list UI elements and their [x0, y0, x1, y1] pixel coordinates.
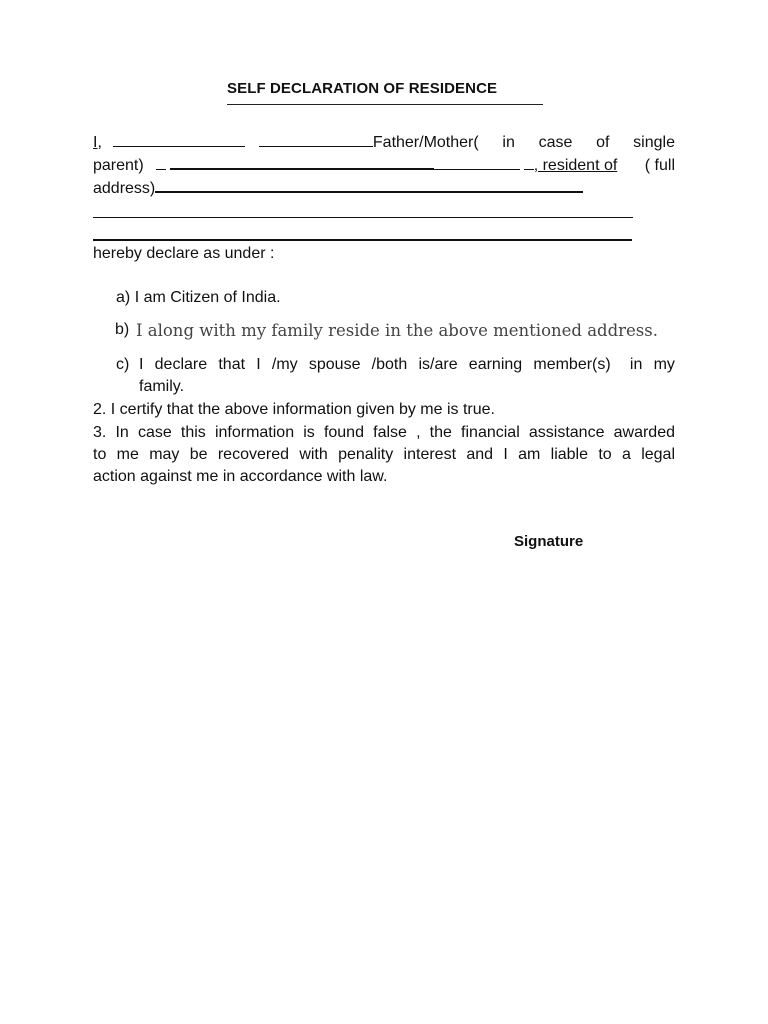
intro-i-label: I, [93, 134, 102, 151]
intro-word-case: case [538, 134, 573, 151]
point-3-line-1: 3. In case this information is found false , the financial assistance awarded [93, 424, 675, 441]
address-label: address) [93, 180, 156, 197]
item-c-word: that [218, 356, 246, 373]
intro-word-of: of [596, 134, 610, 151]
parent-blank-extra[interactable] [434, 155, 520, 170]
item-a [116, 287, 281, 309]
signature-label: Signature [514, 533, 584, 550]
item-c-line-2: family. [139, 378, 185, 395]
point-2: 2. I certify that the above information given by me is true. [93, 401, 495, 418]
name-blank-2[interactable] [259, 132, 373, 147]
address-blank-1[interactable] [155, 177, 583, 193]
item-c-word: my [653, 356, 675, 373]
item-c-word: I [256, 356, 261, 373]
intro-line-3 [93, 177, 675, 200]
intro-line-1 [93, 132, 675, 154]
item-c-word: in [629, 356, 643, 373]
page-title: SELF DECLARATION OF RESIDENCE [227, 80, 498, 97]
resident-of-label: , resident of [533, 157, 618, 174]
item-a-text: I am Citizen of India. [134, 289, 281, 306]
item-c-marker: c) [116, 356, 130, 373]
parent-blank-tail[interactable] [524, 155, 534, 170]
item-c-word: I [139, 356, 144, 373]
point-3-line-2: to me may be recovered with penality interest and I am liable to a legal [93, 446, 675, 463]
declare-text: hereby declare as under : [93, 245, 275, 262]
intro-word-single: single [633, 134, 675, 151]
item-c-word: /my [271, 356, 298, 373]
name-blank-1[interactable] [113, 132, 245, 147]
address-blank-3[interactable] [93, 239, 632, 241]
item-c-word: member(s) [533, 356, 611, 373]
intro-word-in: in [502, 134, 515, 151]
parent-label: parent) [93, 157, 144, 174]
item-c-word: earning [468, 356, 523, 373]
point-3-line-3: action against me in accordance with law. [93, 468, 388, 485]
item-c-word: is/are [418, 356, 458, 373]
item-c-word: spouse [308, 356, 361, 373]
title-underline [227, 104, 543, 105]
title-block [227, 80, 543, 100]
item-c-word: /both [371, 356, 408, 373]
father-mother-label: Father/Mother( [372, 134, 479, 151]
item-a-marker: a) [116, 289, 131, 306]
intro-line-2 [93, 154, 675, 177]
item-c-word: declare [154, 356, 208, 373]
parent-blank-main[interactable] [170, 154, 434, 170]
address-blank-2[interactable] [93, 217, 633, 218]
parent-blank-short[interactable] [156, 155, 166, 170]
full-label: ( full [644, 157, 675, 174]
item-c [116, 354, 675, 398]
item-b-text: I along with my family reside in the above mentioned address. [136, 321, 658, 340]
item-b-marker: b) [115, 321, 130, 338]
